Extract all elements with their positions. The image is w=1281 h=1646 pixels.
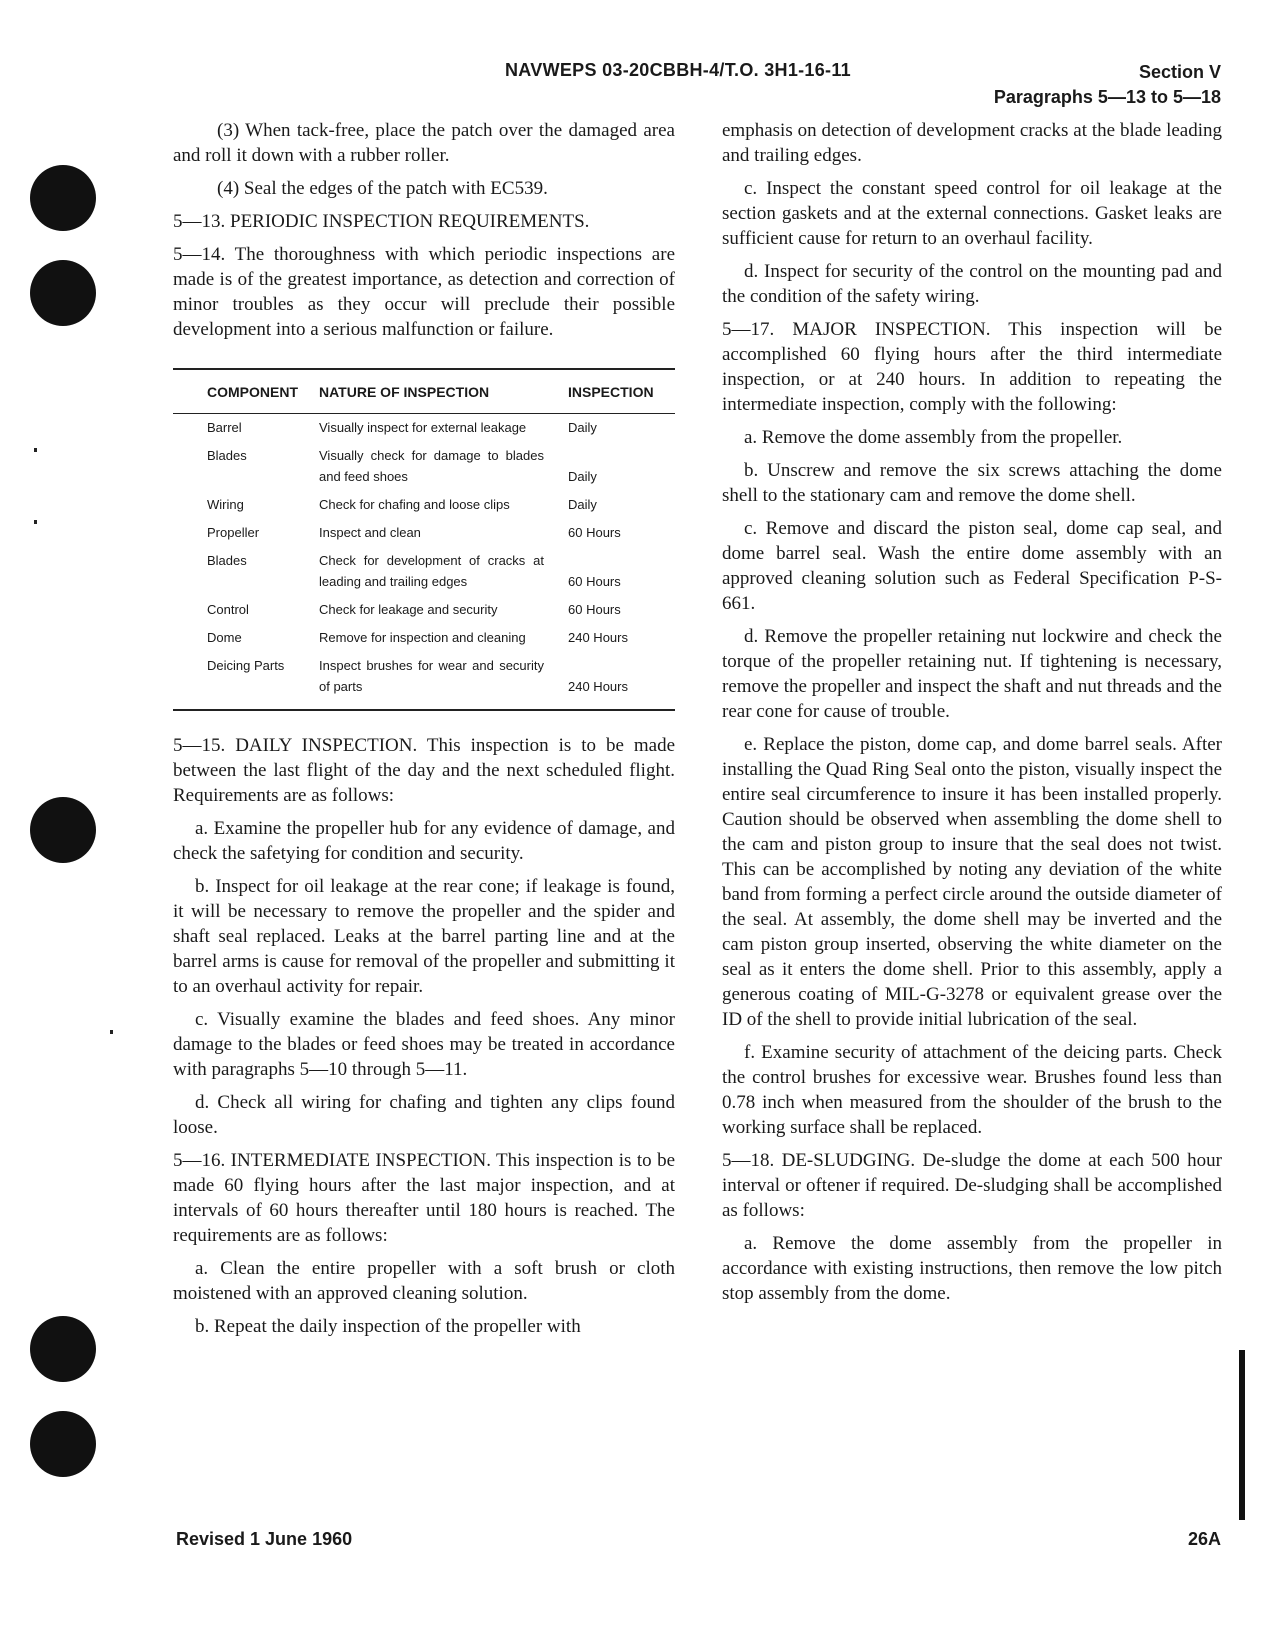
paragraph: 5—17. MAJOR INSPECTION. This inspection will be accomplished 60 flying hours after the third intermediate inspection, or at 240 hours. In addition to repeating the intermediate inspection, comply with the following: (722, 319, 1222, 415)
interval-cell: 60 Hours (568, 525, 621, 540)
paragraph: e. Replace the piston, dome cap, and dome barrel seals. After installing the Quad Ring Seal onto the piston, visually inspect the entire seal circumference to insure it has been installed properly. Caution should be observed when assembling the dome shell to the cam and piston group to insure that the seal does not twist. This can be accomplished by noting any deviation of the white band from forming a perfect circle around the outside diameter of the seal. At assembly, the dome shell may be inverted and the cam piston group inserted, observing the white diameter on the seal as it enters the dome shell. Prior to this assembly, apply a generous coating of MIL-G-3278 or equivalent grease over the ID of the shell to provide initial lubrication of the seal. (722, 734, 1222, 1030)
page-number: 26A (1187, 1529, 1221, 1549)
section-title: 5—13. PERIODIC INSPECTION REQUIREMENTS. (173, 211, 590, 232)
paragraph: b. Unscrew and remove the six screws attaching the dome shell to the stationary cam and remove the dome shell. (722, 460, 1222, 506)
left-column (173, 118, 675, 1347)
interval-cell: 240 Hours (544, 652, 675, 710)
margin-mark (34, 448, 37, 452)
component-cell: Wiring (207, 497, 244, 512)
binder-hole (30, 260, 96, 326)
paragraph: 5—15. DAILY INSPECTION. This inspection is to be made between the last flight of the day and the next scheduled flight. Requirements are as follows: (173, 735, 675, 806)
component-cell: Barrel (207, 420, 242, 435)
column-header: NATURE OF INSPECTION (319, 369, 544, 414)
table-row (173, 414, 675, 443)
change-bar (1239, 1350, 1245, 1520)
paragraph: 5—16. INTERMEDIATE INSPECTION. This inspection is to be made 60 flying hours after the last major inspection, and at intervals of 60 hours thereafter until 180 hours is reached. The requirements are as follows: (173, 1150, 675, 1246)
paragraph: emphasis on detection of development cracks at the blade leading and trailing edges. (722, 120, 1222, 166)
table-row (173, 547, 675, 596)
paragraph: d. Inspect for security of the control on the mounting pad and the condition of the safety wiring. (722, 261, 1222, 307)
paragraph: c. Inspect the constant speed control for oil leakage at the section gaskets and at the external connections. Gasket leaks are sufficient cause for return to an overhaul facility. (722, 178, 1222, 249)
margin-mark (34, 520, 37, 524)
table-row (173, 519, 675, 547)
paragraph: a. Remove the dome assembly from the propeller in accordance with existing instructions, then remove the low pitch stop assembly from the dome. (722, 1233, 1222, 1304)
paragraph: 5—18. DE-SLUDGING. De-sludge the dome at each 500 hour interval or oftener if required. De-sludging shall be accomplished as follows: (722, 1150, 1222, 1221)
table-row (173, 624, 675, 652)
interval-cell: Daily (568, 420, 597, 435)
section-heading (994, 60, 1221, 110)
binder-hole (30, 1316, 96, 1382)
paragraph: (3) When tack-free, place the patch over the damaged area and roll it down with a rubber roller. (173, 120, 675, 166)
table-header-row (173, 369, 675, 414)
interval-cell: Daily (568, 469, 597, 484)
paragraph: c. Visually examine the blades and feed shoes. Any minor damage to the blades or feed shoes may be treated in accordance with paragraphs 5—10 through 5—11. (173, 1009, 675, 1080)
table-row (173, 442, 675, 491)
nature-cell: Inspect brushes for wear and security of parts (319, 652, 544, 710)
revision-date: Revised 1 June 1960 (176, 1529, 353, 1549)
binder-hole (30, 797, 96, 863)
paragraph: d. Check all wiring for chafing and tighten any clips found loose. (173, 1092, 675, 1138)
component-cell: Deicing Parts (173, 652, 319, 710)
nature-cell: Inspect and clean (319, 525, 421, 540)
paragraph: a. Remove the dome assembly from the propeller. (744, 427, 1123, 448)
paragraph-range: Paragraphs 5—13 to 5—18 (993, 87, 1221, 107)
paragraph: b. Repeat the daily inspection of the propeller with (195, 1316, 581, 1337)
component-cell: Blades (207, 448, 247, 463)
paragraph: (4) Seal the edges of the patch with EC539. (217, 178, 548, 199)
paragraph: b. Inspect for oil leakage at the rear cone; if leakage is found, it will be necessary to remove the propeller and the spider and shaft seal replaced. Leaks at the barrel parting line and at the barrel arms is cause for removal of the propeller and submitting it to an overhaul activity for repair. (173, 876, 675, 997)
paragraph: a. Examine the propeller hub for any evidence of damage, and check the safetying for condition and security. (173, 818, 675, 864)
interval-cell: 240 Hours (568, 630, 628, 645)
binder-hole (30, 165, 96, 231)
binder-hole (30, 1411, 96, 1477)
interval-cell: 60 Hours (568, 574, 621, 589)
inspection-table (173, 368, 675, 711)
component-cell: Propeller (207, 525, 260, 540)
column-header: COMPONENT (173, 369, 319, 414)
column-header: INSPECTION (544, 369, 675, 414)
table-row (173, 491, 675, 519)
margin-mark (110, 1030, 113, 1034)
document-number: NAVWEPS 03-20CBBH-4/T.O. 3H1-16-11 (505, 60, 851, 80)
component-cell: Dome (207, 630, 242, 645)
table-row (173, 596, 675, 624)
paragraph: c. Remove and discard the piston seal, dome cap seal, and dome barrel seal. Wash the entire dome assembly with an approved cleaning solution such as Federal Specification P-S-661. (722, 518, 1222, 614)
nature-cell: Visually check for damage to blades and feed shoes (319, 448, 544, 484)
interval-cell: Daily (568, 497, 597, 512)
paragraph: f. Examine security of attachment of the deicing parts. Check the control brushes for excessive wear. Brushes found less than 0.78 inch when measured from the shoulder of the brush to the working surface shall be replaced. (722, 1042, 1222, 1138)
paragraph: 5—14. The thoroughness with which periodic inspections are made is of the greatest importance, as detection and correction of minor troubles as they occur will preclude their possible development into a serious malfunction or failure. (173, 244, 675, 340)
nature-cell: Check for leakage and security (319, 602, 498, 617)
section-label: Section V (1138, 62, 1221, 82)
paragraph: a. Clean the entire propeller with a soft brush or cloth moistened with an approved cleaning solution. (173, 1258, 675, 1304)
nature-cell: Check for chafing and loose clips (319, 497, 510, 512)
table-row (173, 652, 675, 710)
paragraph: d. Remove the propeller retaining nut lockwire and check the torque of the propeller retaining nut. If tightening is necessary, remove the propeller and inspect the shaft and nut threads and the rear cone for cause of trouble. (722, 626, 1222, 722)
nature-cell: Remove for inspection and cleaning (319, 630, 526, 645)
nature-cell: Visually inspect for external leakage (319, 420, 527, 435)
interval-cell: 60 Hours (568, 602, 621, 617)
right-column (722, 118, 1222, 1314)
nature-cell: Check for development of cracks at leading and trailing edges (319, 553, 544, 589)
component-cell: Blades (207, 553, 247, 568)
component-cell: Control (207, 602, 249, 617)
